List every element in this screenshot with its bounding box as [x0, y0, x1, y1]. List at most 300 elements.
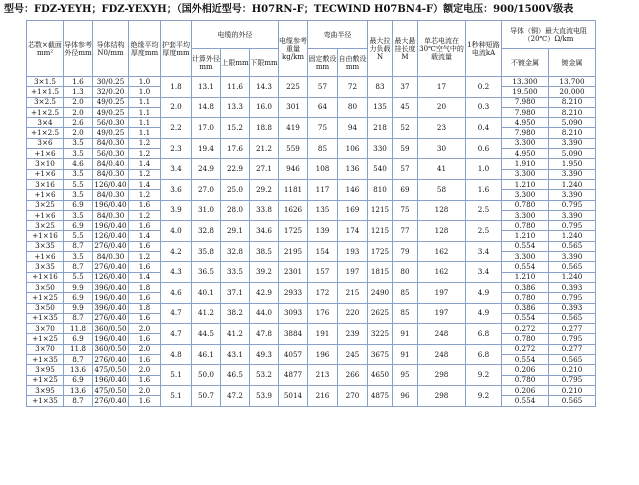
bend-fixed-cell: 64 — [308, 97, 338, 118]
resistance-plated-cell: 0.565 — [549, 355, 596, 365]
span-cell: 96 — [393, 385, 418, 406]
resistance-plated-cell: 3.390 — [549, 138, 596, 148]
span-cell: 79 — [393, 241, 418, 262]
header-short-circuit: 1秒种短路电流kA — [466, 21, 502, 77]
outer-calc-cell: 35.8 — [192, 241, 221, 262]
outer-min-cell: 47.8 — [250, 324, 279, 345]
size-cell: 3×95 — [27, 385, 64, 395]
outer-min-cell: 39.2 — [250, 262, 279, 283]
cable-spec-table — [26, 20, 596, 407]
current-cell: 298 — [418, 365, 466, 386]
size-cell: 3×70 — [27, 344, 64, 354]
insulation-cell: 1.4 — [129, 231, 161, 241]
resistance-plated-cell: 0.795 — [549, 375, 596, 385]
header-weight: 电缆参考重量kg/km — [279, 21, 308, 77]
outer-calc-cell: 44.5 — [192, 324, 221, 345]
bend-free-cell: 215 — [338, 282, 368, 303]
insulation-cell: 1.2 — [129, 138, 161, 148]
outer-min-cell: 34.6 — [250, 221, 279, 242]
resistance-bare-cell: 0.554 — [502, 355, 549, 365]
size-cell: 3×1.5 — [27, 77, 64, 87]
header-bend-radius: 弯曲半径 — [308, 21, 368, 49]
conductor-structure-cell: 84/0.30 — [93, 252, 129, 262]
conductor-diameter-cell: 3.5 — [64, 252, 93, 262]
sheath-cell: 4.2 — [161, 241, 192, 262]
tension-cell: 3675 — [368, 344, 393, 365]
insulation-cell: 1.6 — [129, 396, 161, 406]
table-row — [27, 97, 596, 107]
table-row — [27, 241, 596, 251]
header-conductor-structure: 导体结构N0/mm — [93, 21, 129, 77]
insulation-cell: 1.6 — [129, 334, 161, 344]
span-cell: 85 — [393, 303, 418, 324]
bend-fixed-cell: 139 — [308, 221, 338, 242]
table-row — [27, 118, 596, 128]
outer-max-cell: 25.0 — [221, 179, 250, 200]
resistance-bare-cell: 1.210 — [502, 179, 549, 189]
weight-cell: 301 — [279, 97, 308, 118]
weight-cell: 2301 — [279, 262, 308, 283]
outer-min-cell: 42.9 — [250, 282, 279, 303]
bend-fixed-cell: 154 — [308, 241, 338, 262]
resistance-plated-cell: 0.795 — [549, 200, 596, 210]
current-cell: 197 — [418, 303, 466, 324]
resistance-plated-cell: 0.795 — [549, 334, 596, 344]
resistance-plated-cell: 8.210 — [549, 128, 596, 138]
weight-cell: 4877 — [279, 365, 308, 386]
tension-cell: 2490 — [368, 282, 393, 303]
conductor-structure-cell: 276/0.40 — [94, 261, 127, 271]
current-cell: 298 — [418, 385, 466, 406]
resistance-plated-cell: 13.700 — [549, 77, 596, 87]
resistance-plated-cell: 5.090 — [549, 118, 596, 128]
sheath-cell: 4.8 — [161, 344, 192, 365]
bend-free-cell: 220 — [338, 303, 368, 324]
header-outer-min: 下限mm — [250, 49, 279, 77]
bend-fixed-cell: 216 — [308, 385, 338, 406]
outer-max-cell: 33.5 — [221, 262, 250, 283]
span-cell: 52 — [393, 118, 418, 139]
tension-cell: 1725 — [368, 241, 393, 262]
insulation-cell: 1.0 — [129, 87, 161, 97]
sheath-cell: 4.6 — [161, 282, 192, 303]
header-outer-calc: 计算外径mm — [192, 49, 221, 77]
outer-min-cell: 53.2 — [250, 365, 279, 386]
resistance-bare-cell: 3.300 — [502, 169, 549, 179]
size-cell: +1×6 — [27, 190, 64, 200]
outer-min-cell: 21.2 — [250, 138, 279, 159]
bend-free-cell: 136 — [338, 159, 368, 180]
insulation-cell: 1.6 — [129, 313, 161, 323]
sheath-cell: 2.0 — [161, 97, 192, 118]
span-cell: 37 — [393, 77, 418, 98]
size-cell: +1×6 — [27, 210, 64, 220]
tension-cell: 810 — [368, 179, 393, 200]
outer-min-cell: 14.3 — [250, 77, 279, 98]
conductor-diameter-cell: 8.7 — [64, 241, 93, 251]
weight-cell: 2195 — [279, 241, 308, 262]
conductor-diameter-cell: 5.5 — [64, 231, 93, 241]
bend-free-cell: 169 — [338, 200, 368, 221]
size-cell: 3×50 — [27, 303, 64, 313]
size-cell: 3×6 — [27, 138, 64, 148]
insulation-cell: 1.6 — [129, 355, 161, 365]
resistance-plated-cell: 3.390 — [549, 252, 596, 262]
sheath-cell: 5.1 — [161, 365, 192, 386]
header-bend-free: 自由敷设mm — [338, 49, 368, 77]
resistance-plated-cell: 20.000 — [549, 87, 596, 97]
bend-fixed-cell: 172 — [308, 282, 338, 303]
bend-fixed-cell: 108 — [308, 159, 338, 180]
resistance-plated-cell: 0.795 — [549, 293, 596, 303]
insulation-cell: 1.8 — [129, 282, 161, 292]
conductor-structure-cell: 360/0.50 — [94, 344, 127, 354]
size-cell: +1×6 — [27, 252, 64, 262]
bend-fixed-cell: 176 — [308, 303, 338, 324]
outer-min-cell: 27.1 — [250, 159, 279, 180]
resistance-bare-cell: 0.780 — [502, 334, 549, 344]
bend-free-cell: 197 — [338, 262, 368, 283]
conductor-diameter-cell: 2.0 — [64, 128, 93, 138]
conductor-diameter-cell: 9.9 — [64, 282, 93, 292]
resistance-bare-cell: 1.210 — [502, 231, 549, 241]
resistance-plated-cell: 0.565 — [549, 262, 596, 272]
span-cell: 69 — [393, 179, 418, 200]
bend-free-cell: 94 — [338, 118, 368, 139]
tension-cell: 1815 — [368, 262, 393, 283]
short-circuit-cell: 0.4 — [466, 118, 502, 139]
header-plated: 镀金属 — [549, 49, 596, 77]
resistance-plated-cell: 8.210 — [549, 107, 596, 117]
sheath-cell: 3.9 — [161, 200, 192, 221]
sheath-cell: 2.2 — [161, 118, 192, 139]
bend-free-cell: 72 — [338, 77, 368, 98]
conductor-structure-cell: 396/0.40 — [94, 303, 127, 313]
tension-cell: 135 — [368, 97, 393, 118]
outer-calc-cell: 19.4 — [192, 138, 221, 159]
outer-min-cell: 16.0 — [250, 97, 279, 118]
short-circuit-cell: 4.9 — [466, 282, 502, 303]
insulation-cell: 1.6 — [129, 221, 161, 231]
resistance-plated-cell: 0.393 — [549, 303, 596, 313]
conductor-diameter-cell: 6.9 — [64, 375, 93, 385]
bend-fixed-cell: 75 — [308, 118, 338, 139]
insulation-cell: 1.2 — [129, 190, 161, 200]
bend-free-cell: 245 — [338, 344, 368, 365]
resistance-bare-cell: 0.554 — [502, 313, 549, 323]
outer-min-cell: 29.2 — [250, 179, 279, 200]
outer-calc-cell: 14.8 — [192, 97, 221, 118]
current-cell: 41 — [418, 159, 466, 180]
outer-calc-cell: 24.9 — [192, 159, 221, 180]
table-row — [27, 385, 596, 395]
span-cell: 91 — [393, 324, 418, 345]
bend-free-cell: 146 — [338, 179, 368, 200]
outer-calc-cell: 50.0 — [192, 365, 221, 386]
size-cell: +1×6 — [27, 149, 64, 159]
short-circuit-cell: 2.5 — [466, 200, 502, 221]
current-cell: 30 — [418, 138, 466, 159]
sheath-cell: 4.3 — [161, 262, 192, 283]
current-cell: 128 — [418, 200, 466, 221]
conductor-structure-cell: 276/0.40 — [94, 395, 127, 405]
resistance-bare-cell: 19.500 — [502, 87, 549, 97]
outer-max-cell: 13.3 — [221, 97, 250, 118]
header-outer-diameter: 电缆的外径 — [192, 21, 279, 49]
resistance-bare-cell: 0.780 — [502, 221, 549, 231]
table-title: 型号：FDZ-YEYH；FDZ-YEXYH；（国外相近型号：H07RN-F；TECWIND H07BN4-F）额定电压：900/1500V级表 — [4, 4, 574, 15]
conductor-diameter-cell: 1.6 — [64, 77, 93, 87]
conductor-diameter-cell: 2.6 — [64, 118, 93, 128]
table-row — [27, 200, 596, 210]
resistance-bare-cell: 13.300 — [502, 77, 549, 87]
size-cell: 3×50 — [27, 282, 64, 292]
insulation-cell: 1.2 — [129, 252, 161, 262]
insulation-cell: 1.2 — [129, 149, 161, 159]
span-cell: 91 — [393, 344, 418, 365]
insulation-cell: 1.6 — [129, 200, 161, 210]
conductor-diameter-cell: 6.9 — [64, 200, 93, 210]
size-cell: 3×35 — [27, 262, 64, 272]
current-cell: 248 — [418, 344, 466, 365]
short-circuit-cell: 6.8 — [466, 324, 502, 345]
insulation-cell: 1.4 — [129, 272, 161, 282]
span-cell: 75 — [393, 200, 418, 221]
conductor-diameter-cell: 2.0 — [64, 107, 93, 117]
span-cell: 57 — [393, 159, 418, 180]
conductor-structure-cell: 196/0.40 — [94, 334, 127, 344]
table-row — [27, 344, 596, 354]
resistance-bare-cell: 3.300 — [502, 252, 549, 262]
resistance-bare-cell: 0.272 — [502, 344, 549, 354]
conductor-structure-cell: 475/0.50 — [94, 385, 127, 395]
outer-calc-cell: 41.2 — [192, 303, 221, 324]
resistance-bare-cell: 3.300 — [502, 190, 549, 200]
resistance-plated-cell: 3.390 — [549, 190, 596, 200]
short-circuit-cell: 9.2 — [466, 385, 502, 406]
header-current: 单芯电流在30℃空气中的载流量 — [418, 21, 466, 77]
weight-cell: 1181 — [279, 179, 308, 200]
insulation-cell: 1.1 — [129, 128, 161, 138]
table-row — [27, 138, 596, 148]
short-circuit-cell: 3.4 — [466, 262, 502, 283]
outer-max-cell: 28.0 — [221, 200, 250, 221]
insulation-cell: 1.1 — [129, 97, 161, 107]
conductor-structure-cell: 126/0.40 — [94, 179, 127, 189]
sheath-cell: 2.3 — [161, 138, 192, 159]
conductor-diameter-cell: 6.9 — [64, 221, 93, 231]
current-cell: 128 — [418, 221, 466, 242]
size-cell: 3×95 — [27, 365, 64, 375]
resistance-bare-cell: 0.554 — [502, 396, 549, 406]
outer-min-cell: 53.9 — [250, 385, 279, 406]
size-cell: 3×4 — [27, 118, 64, 128]
outer-calc-cell: 17.0 — [192, 118, 221, 139]
conductor-diameter-cell: 8.7 — [64, 262, 93, 272]
conductor-diameter-cell: 5.5 — [64, 179, 93, 189]
conductor-structure-cell: 84/0.40 — [93, 159, 129, 169]
bend-fixed-cell: 117 — [308, 179, 338, 200]
sheath-cell: 5.1 — [161, 385, 192, 406]
size-cell: +1×35 — [27, 355, 64, 365]
header-tension: 最大拉力负载N — [368, 21, 393, 77]
conductor-structure-cell: 49/0.25 — [93, 97, 129, 107]
resistance-plated-cell: 0.210 — [549, 385, 596, 395]
resistance-bare-cell: 0.272 — [502, 324, 549, 334]
sheath-cell: 3.4 — [161, 159, 192, 180]
resistance-bare-cell: 0.780 — [502, 375, 549, 385]
resistance-bare-cell: 7.980 — [502, 107, 549, 117]
conductor-diameter-cell: 1.3 — [64, 87, 93, 97]
outer-calc-cell: 27.0 — [192, 179, 221, 200]
size-cell: +1×2.5 — [27, 128, 64, 138]
conductor-structure-cell: 196/0.40 — [94, 200, 127, 210]
outer-calc-cell: 13.1 — [192, 77, 221, 98]
short-circuit-cell: 3.4 — [466, 241, 502, 262]
insulation-cell: 1.6 — [129, 375, 161, 385]
size-cell: +1×16 — [27, 272, 64, 282]
insulation-cell: 1.6 — [129, 262, 161, 272]
outer-min-cell: 38.5 — [250, 241, 279, 262]
table-row — [27, 77, 596, 87]
outer-max-cell: 41.2 — [221, 324, 250, 345]
current-cell: 162 — [418, 241, 466, 262]
resistance-bare-cell: 4.950 — [502, 149, 549, 159]
bend-fixed-cell: 135 — [308, 200, 338, 221]
conductor-diameter-cell: 11.8 — [64, 324, 93, 334]
outer-max-cell: 32.8 — [221, 241, 250, 262]
outer-max-cell: 38.2 — [221, 303, 250, 324]
weight-cell: 4057 — [279, 344, 308, 365]
outer-min-cell: 33.8 — [250, 200, 279, 221]
insulation-cell: 1.8 — [129, 303, 161, 313]
table-row — [27, 159, 596, 169]
outer-max-cell: 43.1 — [221, 344, 250, 365]
conductor-structure-cell: 32/0.20 — [93, 87, 129, 97]
bend-fixed-cell: 157 — [308, 262, 338, 283]
resistance-plated-cell: 0.210 — [549, 365, 596, 375]
outer-min-cell: 49.3 — [250, 344, 279, 365]
resistance-bare-cell: 3.300 — [502, 210, 549, 220]
outer-calc-cell: 31.0 — [192, 200, 221, 221]
bend-free-cell: 239 — [338, 324, 368, 345]
size-cell: 3×25 — [27, 221, 64, 231]
resistance-plated-cell: 1.240 — [549, 272, 596, 282]
short-circuit-cell: 0.6 — [466, 138, 502, 159]
short-circuit-cell: 4.9 — [466, 303, 502, 324]
size-cell: 3×25 — [27, 200, 64, 210]
bend-fixed-cell: 85 — [308, 138, 338, 159]
conductor-structure-cell: 196/0.40 — [94, 375, 127, 385]
conductor-diameter-cell: 3.5 — [64, 149, 93, 159]
conductor-structure-cell: 126/0.40 — [94, 231, 127, 241]
weight-cell: 559 — [279, 138, 308, 159]
sheath-cell: 4.0 — [161, 221, 192, 242]
outer-max-cell: 11.6 — [221, 77, 250, 98]
short-circuit-cell: 6.8 — [466, 344, 502, 365]
bend-free-cell: 80 — [338, 97, 368, 118]
size-cell: +1×16 — [27, 231, 64, 241]
size-cell: +1×25 — [27, 334, 64, 344]
conductor-structure-cell: 56/0.30 — [93, 118, 129, 128]
resistance-plated-cell: 0.565 — [549, 396, 596, 406]
conductor-structure-cell: 84/0.30 — [93, 190, 129, 200]
conductor-diameter-cell: 4.6 — [64, 159, 93, 169]
table-row — [27, 324, 596, 334]
header-span: 最大悬挂长度M — [393, 21, 418, 77]
insulation-cell: 1.1 — [129, 107, 161, 117]
resistance-plated-cell: 1.950 — [549, 159, 596, 169]
conductor-structure-cell: 276/0.40 — [94, 241, 127, 251]
conductor-structure-cell: 196/0.40 — [94, 220, 127, 230]
conductor-structure-cell: 396/0.40 — [94, 282, 127, 292]
resistance-plated-cell: 0.277 — [549, 344, 596, 354]
insulation-cell: 2.0 — [129, 365, 161, 375]
outer-min-cell: 18.8 — [250, 118, 279, 139]
resistance-plated-cell: 3.390 — [549, 169, 596, 179]
header-insulation: 绝缘平均厚度mm — [129, 21, 161, 77]
resistance-plated-cell: 3.390 — [549, 210, 596, 220]
resistance-bare-cell: 0.554 — [502, 241, 549, 251]
header-bend-fixed: 固定敷设mm — [308, 49, 338, 77]
size-cell: 3×70 — [27, 324, 64, 334]
bend-fixed-cell: 213 — [308, 365, 338, 386]
tension-cell: 330 — [368, 138, 393, 159]
bend-fixed-cell: 57 — [308, 77, 338, 98]
insulation-cell: 1.2 — [129, 210, 161, 220]
short-circuit-cell: 9.2 — [466, 365, 502, 386]
tension-cell: 2625 — [368, 303, 393, 324]
resistance-bare-cell: 0.206 — [502, 365, 549, 375]
tension-cell: 540 — [368, 159, 393, 180]
conductor-structure-cell: 84/0.30 — [93, 169, 129, 179]
conductor-diameter-cell: 3.5 — [64, 138, 93, 148]
insulation-cell: 2.0 — [129, 385, 161, 395]
insulation-cell: 2.0 — [129, 324, 161, 334]
conductor-structure-cell: 49/0.25 — [93, 107, 129, 117]
resistance-bare-cell: 3.300 — [502, 138, 549, 148]
resistance-bare-cell: 4.950 — [502, 118, 549, 128]
outer-calc-cell: 40.1 — [192, 282, 221, 303]
table-row — [27, 262, 596, 272]
resistance-bare-cell: 7.980 — [502, 128, 549, 138]
sheath-cell: 1.8 — [161, 77, 192, 98]
resistance-plated-cell: 1.240 — [549, 231, 596, 241]
insulation-cell: 1.4 — [129, 159, 161, 169]
insulation-cell: 1.4 — [129, 179, 161, 189]
conductor-structure-cell: 126/0.40 — [94, 272, 127, 282]
tension-cell: 4650 — [368, 365, 393, 386]
size-cell: 3×2.5 — [27, 97, 64, 107]
resistance-plated-cell: 0.795 — [549, 221, 596, 231]
conductor-structure-cell: 56/0.30 — [93, 149, 129, 159]
size-cell: +1×35 — [27, 396, 64, 406]
insulation-cell: 2.0 — [129, 344, 161, 354]
resistance-bare-cell: 7.980 — [502, 97, 549, 107]
conductor-diameter-cell: 13.6 — [64, 365, 93, 375]
current-cell: 23 — [418, 118, 466, 139]
outer-max-cell: 37.1 — [221, 282, 250, 303]
tension-cell: 218 — [368, 118, 393, 139]
resistance-plated-cell: 0.277 — [549, 324, 596, 334]
short-circuit-cell: 1.6 — [466, 179, 502, 200]
conductor-diameter-cell: 8.7 — [64, 396, 93, 406]
conductor-structure-cell: 30/0.25 — [93, 77, 129, 87]
conductor-diameter-cell: 9.9 — [64, 303, 93, 313]
tension-cell: 1215 — [368, 200, 393, 221]
size-cell: +1×35 — [27, 313, 64, 323]
bend-free-cell: 193 — [338, 241, 368, 262]
